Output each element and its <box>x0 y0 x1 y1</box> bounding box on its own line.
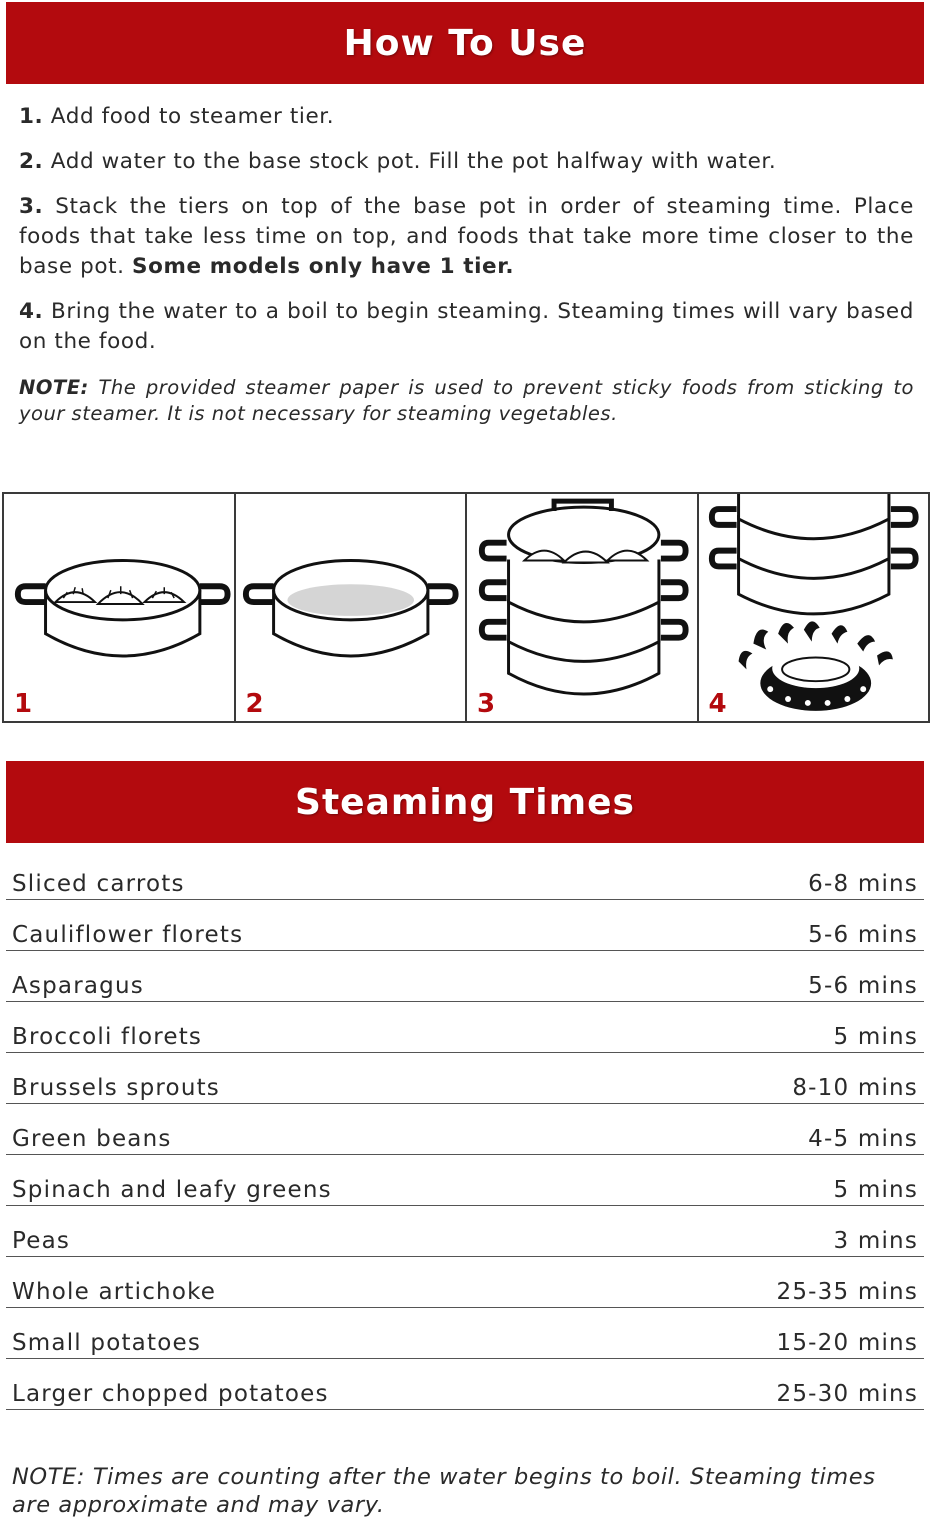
step-number: 3. <box>19 194 44 219</box>
step-2 <box>19 147 914 177</box>
panel-number: 4 <box>708 689 727 719</box>
panel-number: 3 <box>477 689 496 719</box>
times-note: NOTE: Times are counting after the water begins to boil. Steaming times are approximate and may vary. <box>12 1463 876 1518</box>
food-name: Small potatoes <box>12 1330 201 1356</box>
food-name: Whole artichoke <box>12 1279 217 1305</box>
step-text: Add water to the base stock pot. Fill the pot halfway with water. <box>50 149 777 174</box>
steam-time: 5-6 mins <box>808 922 918 948</box>
step-bold-text: Some models only have 1 tier. <box>132 254 515 279</box>
steam-time: 3 mins <box>833 1228 918 1254</box>
table-row <box>6 1156 924 1206</box>
step-number: 1. <box>19 104 44 129</box>
steam-time: 5-6 mins <box>808 973 918 999</box>
table-row <box>6 1207 924 1257</box>
table-row <box>6 1360 924 1410</box>
food-name: Green beans <box>12 1126 172 1152</box>
panel-number: 2 <box>245 689 264 719</box>
step-number: 2. <box>19 149 44 174</box>
steamer-on-burner-icon <box>699 494 929 721</box>
food-name: Spinach and leafy greens <box>12 1177 332 1203</box>
step-number: 4. <box>19 299 44 324</box>
pot-with-water-icon <box>236 494 466 721</box>
pot-with-dumplings-icon <box>4 494 234 721</box>
step-3 <box>19 192 914 282</box>
food-name: Brussels sprouts <box>12 1075 220 1101</box>
steam-time: 25-30 mins <box>776 1381 918 1407</box>
table-row <box>6 901 924 951</box>
table-row <box>6 850 924 900</box>
steam-time: 8-10 mins <box>792 1075 918 1101</box>
table-row <box>6 1309 924 1359</box>
how-to-use-title: How To Use <box>343 22 587 64</box>
food-name: Larger chopped potatoes <box>12 1381 329 1407</box>
step-text: Bring the water to a boil to begin steaming. Steaming times will vary based on the food. <box>19 299 914 354</box>
table-row <box>6 952 924 1002</box>
steam-time: 6-8 mins <box>808 871 918 897</box>
steaming-times-banner <box>6 761 924 843</box>
food-name: Peas <box>12 1228 71 1254</box>
steam-time: 25-35 mins <box>776 1279 918 1305</box>
panel-3 <box>467 494 699 721</box>
step-text: Stack the tiers on top of the base pot in order of steaming time. Place foods that take less time on top, and foods that take more time closer to the base pot. <box>19 194 914 279</box>
panel-number: 1 <box>14 689 33 719</box>
step-4 <box>19 297 914 357</box>
step-1 <box>19 102 914 132</box>
steam-time: 15-20 mins <box>776 1330 918 1356</box>
illustration-panels <box>2 492 930 723</box>
panel-2 <box>236 494 468 721</box>
note-text: The provided steamer paper is used to prevent sticky foods from sticking to your steamer. It is not necessary for steaming vegetables. <box>19 376 914 425</box>
note-label: NOTE: <box>19 376 89 399</box>
steam-time: 4-5 mins <box>808 1126 918 1152</box>
food-name: Sliced carrots <box>12 871 185 897</box>
panel-1 <box>4 494 236 721</box>
stacked-steamer-icon <box>467 494 697 721</box>
paper-note <box>19 375 914 427</box>
step-text: Add food to steamer tier. <box>50 104 335 129</box>
steam-time: 5 mins <box>833 1177 918 1203</box>
food-name: Broccoli florets <box>12 1024 203 1050</box>
food-name: Asparagus <box>12 973 144 999</box>
steam-time: 5 mins <box>833 1024 918 1050</box>
instructions <box>19 102 914 447</box>
steaming-times-title: Steaming Times <box>295 781 635 823</box>
table-row <box>6 1054 924 1104</box>
food-name: Cauliflower florets <box>12 922 244 948</box>
how-to-use-banner <box>6 2 924 84</box>
table-row <box>6 1258 924 1308</box>
panel-4 <box>699 494 929 721</box>
steaming-times-table <box>6 850 924 1411</box>
table-row <box>6 1003 924 1053</box>
table-row <box>6 1105 924 1155</box>
